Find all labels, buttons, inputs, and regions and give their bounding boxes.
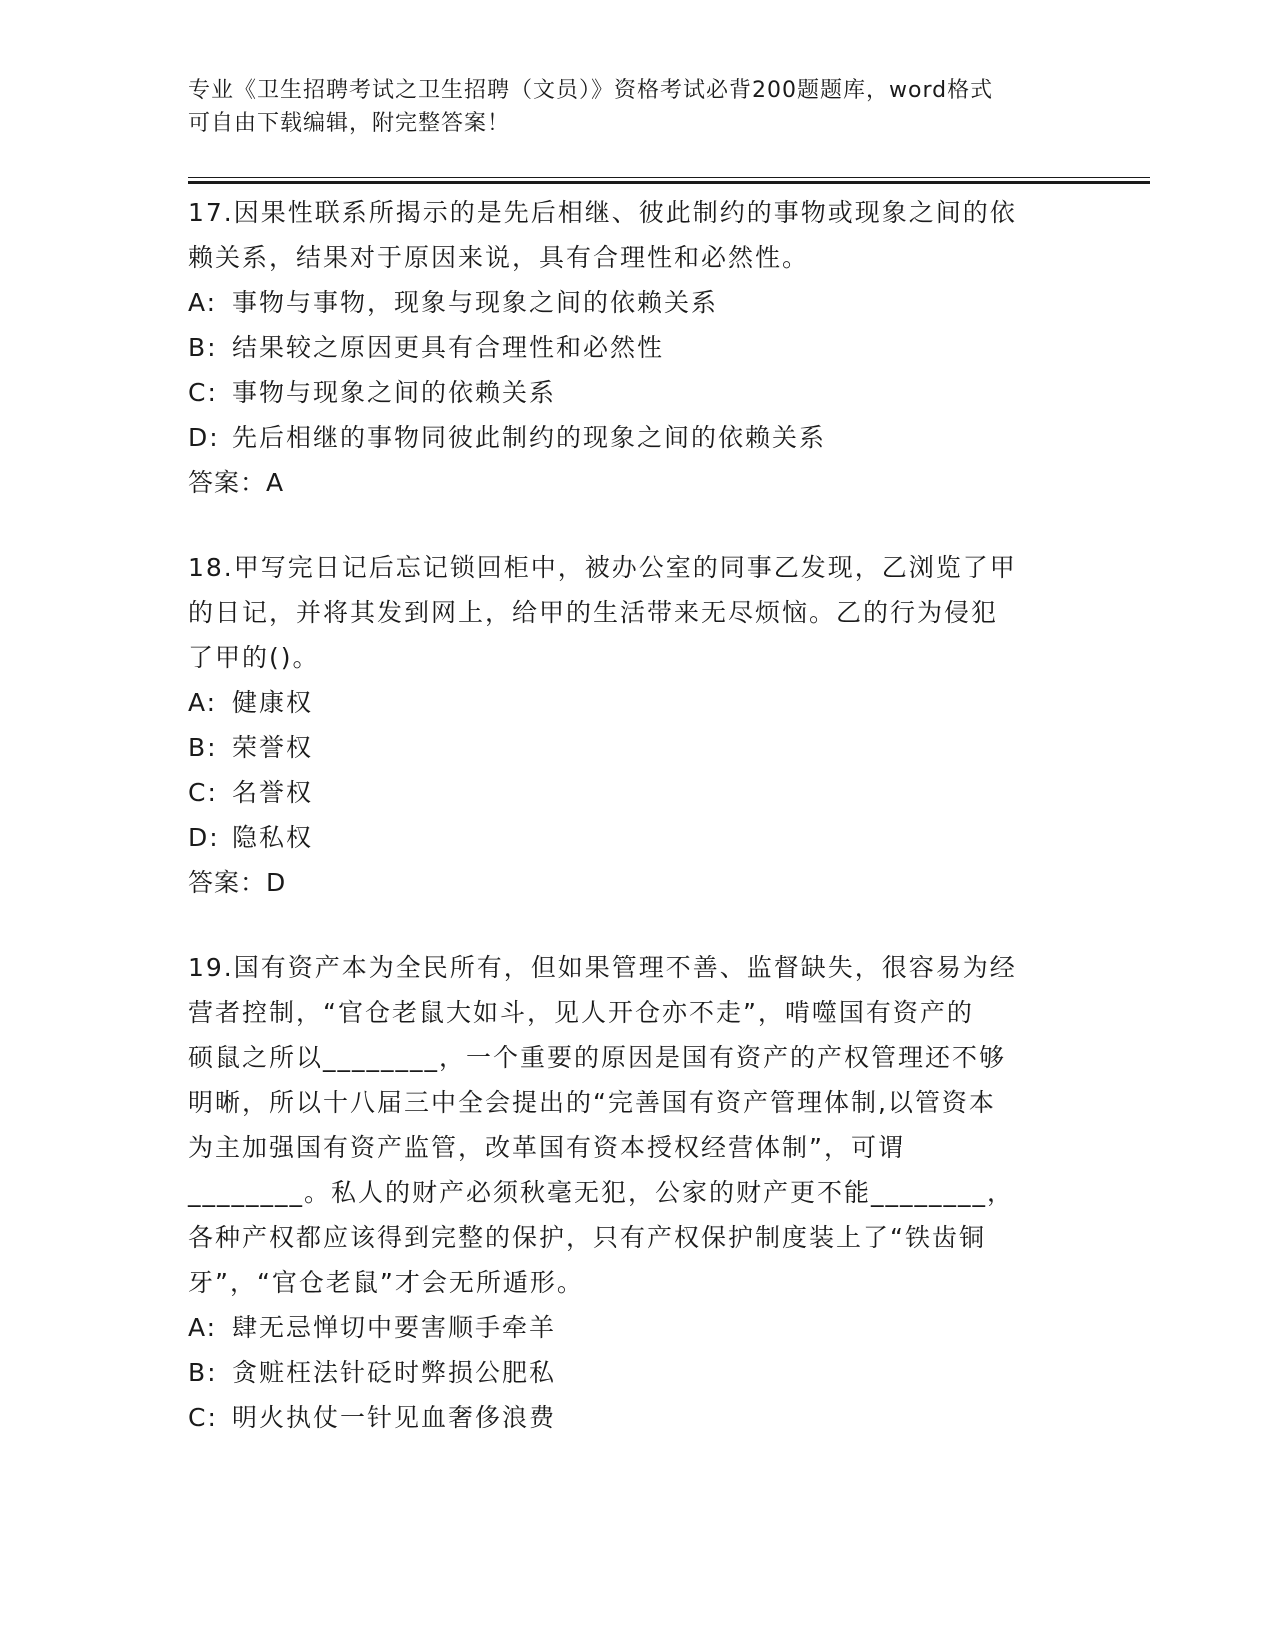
option-key: D: bbox=[188, 423, 220, 452]
question-stem bbox=[188, 190, 1088, 280]
question-stem-line: 明晰，所以十八届三中全会提出的“完善国有资产管理体制,以管资本 bbox=[188, 1088, 996, 1117]
answer-option bbox=[188, 1395, 1088, 1440]
document-header bbox=[188, 74, 1068, 140]
option-text: 事物与事物，现象与现象之间的依赖关系 bbox=[232, 288, 719, 317]
question-stem-line: 营者控制，“官仓老鼠大如斗，见人开仓亦不走”，啃噬国有资产的 bbox=[188, 998, 974, 1027]
header-line-1: 专业《卫生招聘考试之卫生招聘（文员）》资格考试必背200题题库，word格式 bbox=[188, 78, 994, 103]
option-key: C: bbox=[188, 1403, 218, 1432]
question-stem-line: 牙”，“官仓老鼠”才会无所遁形。 bbox=[188, 1268, 584, 1297]
question-stem-line: 各种产权都应该得到完整的保护，只有产权保护制度装上了“铁齿铜 bbox=[188, 1223, 986, 1252]
question-stem-line: 为主加强国有资产监管，改革国有资本授权经营体制”，可谓 bbox=[188, 1133, 905, 1162]
option-text: 结果较之原因更具有合理性和必然性 bbox=[232, 333, 665, 362]
option-text: 荣誉权 bbox=[232, 733, 314, 762]
option-key: C: bbox=[188, 778, 218, 807]
answer-option bbox=[188, 370, 1088, 415]
option-text: 事物与现象之间的依赖关系 bbox=[232, 378, 557, 407]
question-stem-line: ________。私人的财产必须秋毫无犯，公家的财产更不能________， bbox=[188, 1178, 1015, 1207]
question-stem-line: 17.因果性联系所揭示的是先后相继、彼此制约的事物或现象之间的依 bbox=[188, 198, 1017, 227]
question-list bbox=[188, 190, 1088, 1480]
question-stem-line: 18.甲写完日记后忘记锁回柜中，被办公室的同事乙发现，乙浏览了甲 bbox=[188, 553, 1017, 582]
question-stem-line: 了甲的()。 bbox=[188, 643, 320, 672]
answer-option bbox=[188, 415, 1088, 460]
option-key: D: bbox=[188, 823, 220, 852]
question-stem bbox=[188, 945, 1088, 1305]
question-block bbox=[188, 190, 1088, 505]
option-text: 名誉权 bbox=[232, 778, 314, 807]
question-stem bbox=[188, 545, 1088, 680]
answer-option bbox=[188, 1350, 1088, 1395]
option-key: A: bbox=[188, 288, 218, 317]
answer-option bbox=[188, 1305, 1088, 1350]
option-key: B: bbox=[188, 333, 218, 362]
question-stem-line: 硕鼠之所以________，一个重要的原因是国有资产的产权管理还不够 bbox=[188, 1043, 1007, 1072]
header-line-2: 可自由下载编辑，附完整答案！ bbox=[188, 111, 511, 136]
option-text: 先后相继的事物同彼此制约的现象之间的依赖关系 bbox=[232, 423, 827, 452]
answer-line: 答案：D bbox=[188, 868, 287, 897]
answer-option bbox=[188, 770, 1088, 815]
option-text: 明火执仗一针见血奢侈浪费 bbox=[232, 1403, 557, 1432]
answer-option bbox=[188, 680, 1088, 725]
question-stem-line: 赖关系，结果对于原因来说，具有合理性和必然性。 bbox=[188, 243, 810, 272]
question-block bbox=[188, 945, 1088, 1440]
option-text: 贪赃枉法针砭时弊损公肥私 bbox=[232, 1358, 557, 1387]
option-key: C: bbox=[188, 378, 218, 407]
question-stem-line: 19.国有资产本为全民所有，但如果管理不善、监督缺失，很容易为经 bbox=[188, 953, 1017, 982]
answer-option bbox=[188, 725, 1088, 770]
option-key: B: bbox=[188, 1358, 218, 1387]
header-divider-thick bbox=[188, 181, 1150, 184]
answer-option bbox=[188, 325, 1088, 370]
option-text: 肆无忌惮切中要害顺手牵羊 bbox=[232, 1313, 557, 1342]
header-divider-thin bbox=[188, 177, 1150, 178]
question-stem-line: 的日记，并将其发到网上，给甲的生活带来无尽烦恼。乙的行为侵犯 bbox=[188, 598, 999, 627]
option-key: A: bbox=[188, 1313, 218, 1342]
option-key: A: bbox=[188, 688, 218, 717]
option-key: B: bbox=[188, 733, 218, 762]
answer-option bbox=[188, 280, 1088, 325]
option-text: 健康权 bbox=[232, 688, 314, 717]
question-block bbox=[188, 545, 1088, 905]
answer-line: 答案：A bbox=[188, 468, 285, 497]
answer-option bbox=[188, 815, 1088, 860]
option-text: 隐私权 bbox=[232, 823, 314, 852]
